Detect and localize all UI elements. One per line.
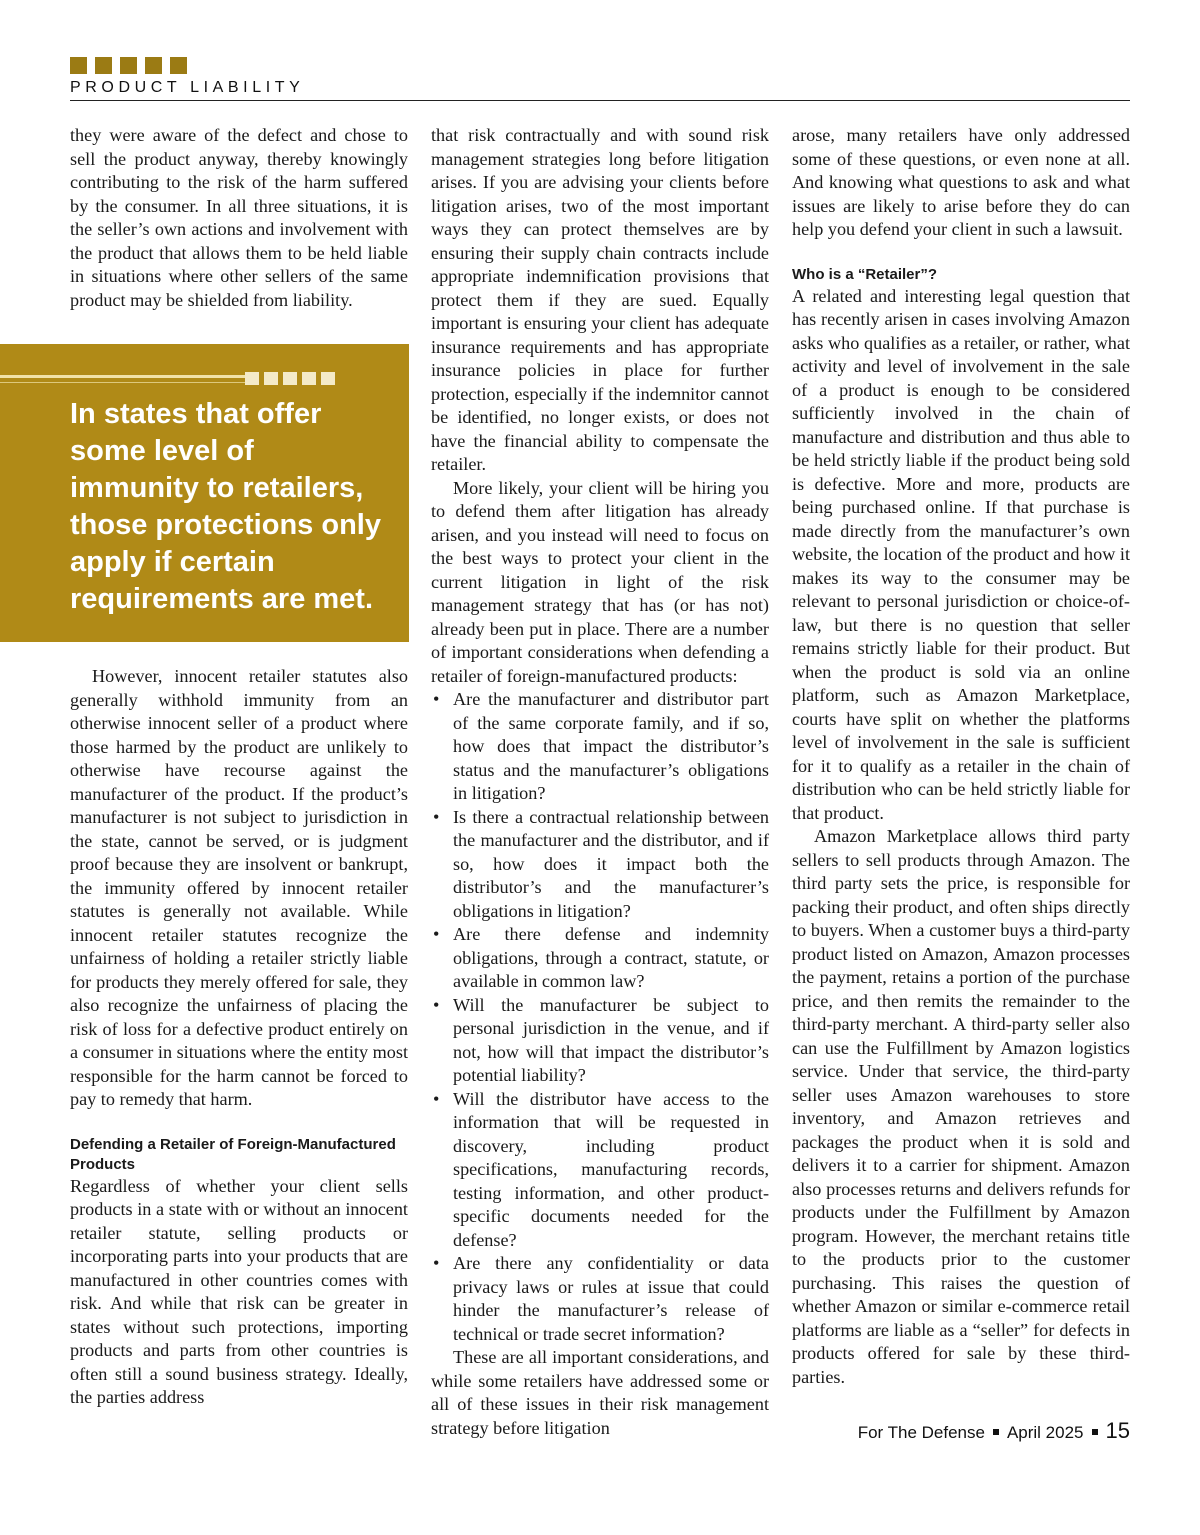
section-label: PRODUCT LIABILITY [70, 79, 305, 96]
list-item: • Is there a contractual relationship between the manufacturer and the distributor, and if so, how does it impact both the distributor’s and the manufacturer’s obligations in litigation? [431, 806, 769, 924]
column-1 [70, 124, 408, 312]
list-item: • Are the manufacturer and distributor part of the same corporate family, and if so, how does that impact the distributor’s status and the manufacturer’s obligations in litigation? [431, 688, 769, 806]
pull-quote-rule [0, 375, 245, 378]
footer-separator [1092, 1429, 1098, 1435]
pull-quote-squares-ornament [245, 372, 335, 385]
column-1-lower [70, 665, 408, 1410]
pull-quote-rule-thin [0, 382, 245, 383]
page-header [70, 57, 1130, 96]
pull-quote-text: In states that offer some level of immunity to retailers, those protections only apply if certain requirements are met. [70, 398, 381, 615]
col3-paragraph-3: Amazon Marketplace allows third party sellers to sell products through Amazon. The third party sets the price, is responsible for packing their product, and often ships directly to buyers. When a customer buys a third-party product listed on Amazon, Amazon processes the payment, retains a portion of the purchase price, and then remits the remainder to the third-party merchant. A third-party seller also can use the Fulfillment by Amazon logistics service. Under that service, the third-party seller uses Amazon warehouses to store inventory, and Amazon retrieves and packages the product when it is sold and delivers it to a carrier for shipment. Amazon also processes returns and delivers refunds for products under the Fulfillment by Amazon program. However, the merchant retains title to the products prior to the customer purchasing. This raises the question of whether Amazon or similar e-commerce retail platforms are liable as a “seller” for defects in products offered for sale by these third-parties. [792, 826, 1130, 1387]
column-2 [431, 124, 769, 1440]
page-number: 15 [1105, 1418, 1130, 1443]
list-item: • Will the manufacturer be subject to personal jurisdiction in the venue, and if not, how will that impact the distributor’s potential liability? [431, 994, 769, 1088]
col3-subhead: Who is a “Retailer”? [792, 265, 938, 283]
col1-subhead: Defending a Retailer of Foreign-Manufactured Products [70, 1135, 396, 1173]
col1-paragraph-3: Regardless of whether your client sells products in a state with or without an innocent retailer statute, selling products or incorporating parts into your products that are manufactured in other countries comes with risk. And while that risk can be greater in states without such protections, importing products and parts from other countries is often still a sound business strategy. Ideally, the parties address [70, 1175, 408, 1407]
issue-date: April 2025 [1006, 1423, 1084, 1442]
page-footer [858, 1418, 1130, 1444]
col2-paragraph-3: These are all important considerations, and while some retailers have addressed some or all of these issues in their risk management strategy before litigation [431, 1347, 769, 1438]
list-item: • Are there defense and indemnity obligations, through a contract, statute, or available in common law? [431, 923, 769, 994]
col3-paragraph-1: arose, many retailers have only addressed some of these questions, or even none at all. And knowing what questions to ask and what issues are likely to arise before they do can help you defend your client in such a lawsuit. [792, 125, 1130, 239]
considerations-list [431, 688, 769, 1346]
col2-paragraph-2: More likely, your client will be hiring you to defend them after litigation has already arisen, and you instead will need to focus on the best ways to protect your client in the current litigation in light of the risk management strategy that has (or has not) already been put in place. There are a number of important considerations when defending a retailer of foreign-manufactured products: [431, 477, 769, 686]
col1-paragraph-2: However, innocent retailer statutes also generally withhold immunity from an otherwise innocent seller of a product where those harmed by the product are unlikely to otherwise have recourse against the manufacturer of the product. If the product’s manufacturer is not subject to jurisdiction in the state, cannot be served, or is judgment proof because they are insolvent or bankrupt, the immunity offered by innocent retailer statutes is generally not available. While innocent retailer statutes recognize the unfairness of holding a retailer strictly liable for products they merely offered for sale, they also recognize the unfairness of placing the risk of loss for a defective product entirely on a consumer in situations where the entity most responsible for the harm cannot be forced to pay to remedy that harm. [70, 666, 408, 1109]
column-3 [792, 124, 1130, 1389]
footer-separator [993, 1429, 999, 1435]
list-item: • Are there any confidentiality or data privacy laws or rules at issue that could hinder the manufacturer’s release of technical or trade secret information? [431, 1252, 769, 1346]
pull-quote [0, 344, 409, 642]
col2-paragraph-1: that risk contractually and with sound risk management strategies long before litigation arises. If you are advising your clients before litigation arises, two of the most important ways they can protect themselves are by ensuring their supply chain contracts include appropriate indemnification provisions that protect them if they are sued. Equally important is ensuring your client has adequate insurance requirements and has appropriate insurance policies in place for further protection, especially if the indemnitor cannot be identified, no longer exists, or does not have the financial ability to compensate the retailer. [431, 125, 769, 474]
header-rule [70, 100, 1130, 101]
col3-paragraph-2: A related and interesting legal question that has recently arisen in cases involving Amazon asks who qualifies as a retailer, or rather, what activity and level of involvement in the sale of a product is enough to be considered sufficiently involved in the chain of manufacture and distribution and thus able to be held strictly liable if the product being sold is defective. More and more, products are being purchased online. If that purchase is made directly from the manufacturer’s own website, the location of the product and how it makes its way to the consumer may be relevant to personal jurisdiction or choice-of-law, but there is no question that seller remains strictly liable for their product. But when the product is sold via an online platform, such as Amazon Marketplace, courts have split on whether the platforms level of involvement in the sale is sufficient for it to qualify as a retailer in the chain of distribution who can be held strictly liable for that product. [792, 285, 1130, 823]
publication-name: For The Defense [857, 1423, 985, 1442]
col1-paragraph-1: they were aware of the defect and chose to sell the product anyway, thereby knowingly contributing to the risk of the harm suffered by the consumer. In all three situations, it is the seller’s own actions and involvement with the product that allows them to be held liable in situations where other sellers of the same product may be shielded from liability. [70, 125, 408, 310]
list-item: • Will the distributor have access to the information that will be requested in discovery, including product specifications, manufacturing records, testing information, and other product-specific documents needed for the defense? [431, 1088, 769, 1253]
header-squares-ornament [70, 57, 1130, 74]
